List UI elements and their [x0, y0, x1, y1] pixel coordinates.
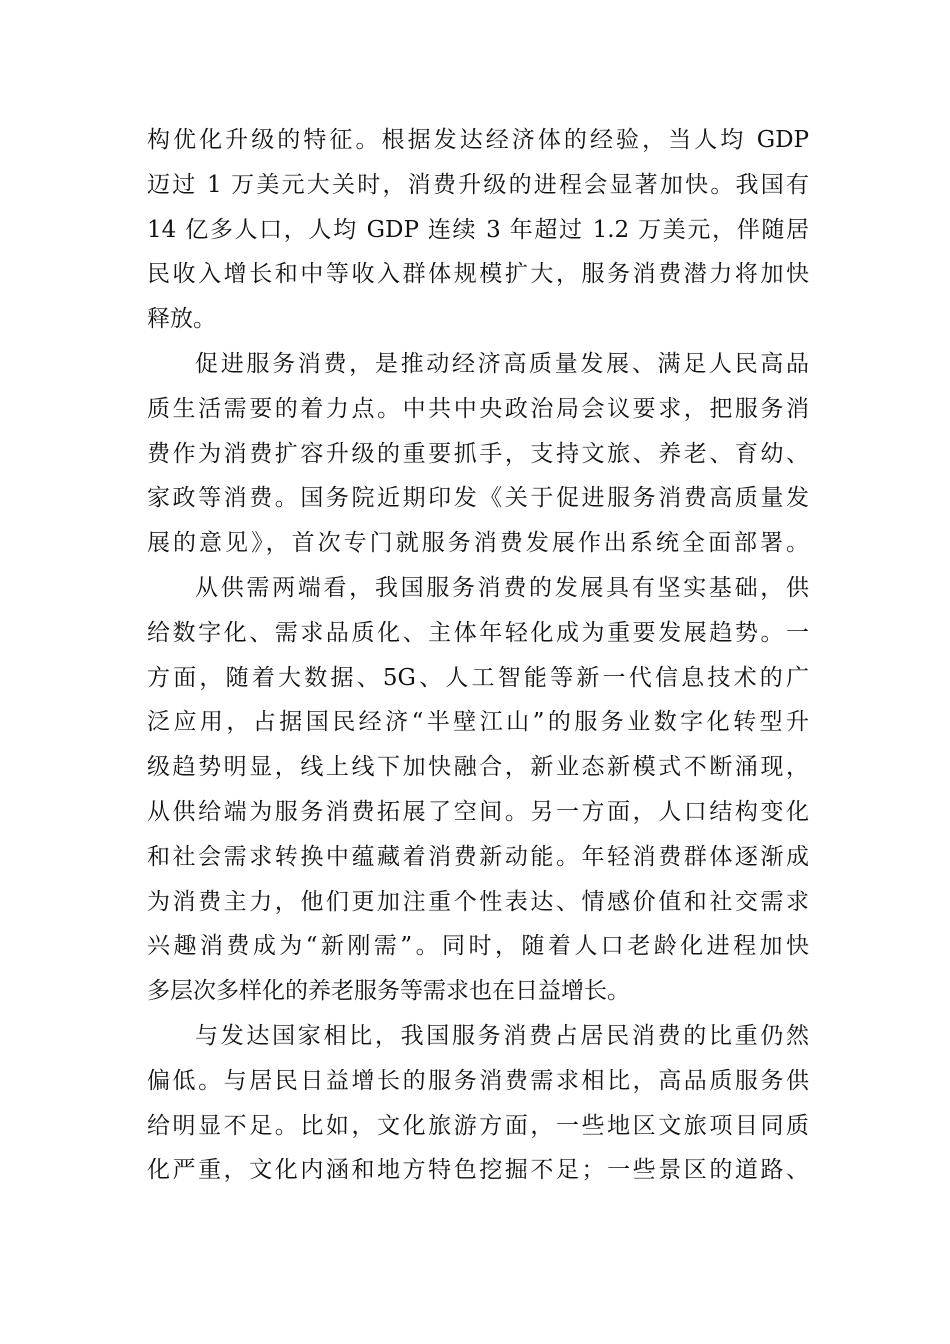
text-line: 质生活需要的着力点。中共中央政治局会议要求，把服务消 [147, 395, 809, 422]
text-line: 级趋势明显，线上线下加快融合，新业态新模式不断涌现， [147, 754, 809, 781]
text-line: 民收入增长和中等收入群体规模扩大，服务消费潜力将加快 [147, 261, 809, 288]
text-line: 促进服务消费，是推动经济高质量发展、满足人民高品 [195, 350, 809, 377]
text-line: 释放。 [147, 306, 216, 333]
text-line: 兴趣消费成为“新刚需”。同时，随着人口老龄化进程加快 [147, 933, 809, 960]
text-line: 为消费主力，他们更加注重个性表达、情感价值和社交需求 [147, 888, 809, 915]
text-line: 展的意见》，首次专门就服务消费发展作出系统全面部署。 [147, 530, 809, 557]
text-line: 从供需两端看，我国服务消费的发展具有坚实基础，供 [195, 574, 809, 601]
text-line: 家政等消费。国务院近期印发《关于促进服务消费高质量发 [147, 485, 809, 512]
text-line: 给明显不足。比如，文化旅游方面，一些地区文旅项目同质 [147, 1112, 809, 1139]
paragraph-2 [147, 342, 809, 566]
text-line: 与发达国家相比，我国服务消费占居民消费的比重仍然 [195, 1022, 809, 1049]
text-line: 多层次多样化的养老服务等需求也在日益增长。 [147, 978, 630, 1005]
text-line: 14 亿多人口，人均 GDP 连续 3 年超过 1.2 万美元，伴随居 [147, 216, 809, 243]
text-line: 迈过 1 万美元大关时，消费升级的进程会显著加快。我国有 [147, 171, 809, 198]
paragraph-3 [147, 566, 809, 1014]
text-line: 构优化升级的特征。根据发达经济体的经验，当人均 GDP [147, 127, 809, 153]
text-line: 方面，随着大数据、5G、人工智能等新一代信息技术的广 [147, 664, 809, 691]
text-line: 化严重，文化内涵和地方特色挖掘不足；一些景区的道路、 [147, 1157, 809, 1184]
paragraph-1 [147, 118, 809, 342]
text-line: 费作为消费扩容升级的重要抓手，支持文旅、养老、育幼、 [147, 440, 809, 467]
text-line: 给数字化、需求品质化、主体年轻化成为重要发展趋势。一 [147, 619, 809, 646]
text-line: 泛应用，占据国民经济“半壁江山”的服务业数字化转型升 [147, 709, 809, 736]
paragraph-4 [147, 1014, 809, 1193]
text-line: 从供给端为服务消费拓展了空间。另一方面，人口结构变化 [147, 798, 809, 825]
text-line: 和社会需求转换中蕴藏着消费新动能。年轻消费群体逐渐成 [147, 843, 809, 870]
body-text [147, 118, 809, 1193]
text-line: 偏低。与居民日益增长的服务消费需求相比，高品质服务供 [147, 1067, 809, 1094]
